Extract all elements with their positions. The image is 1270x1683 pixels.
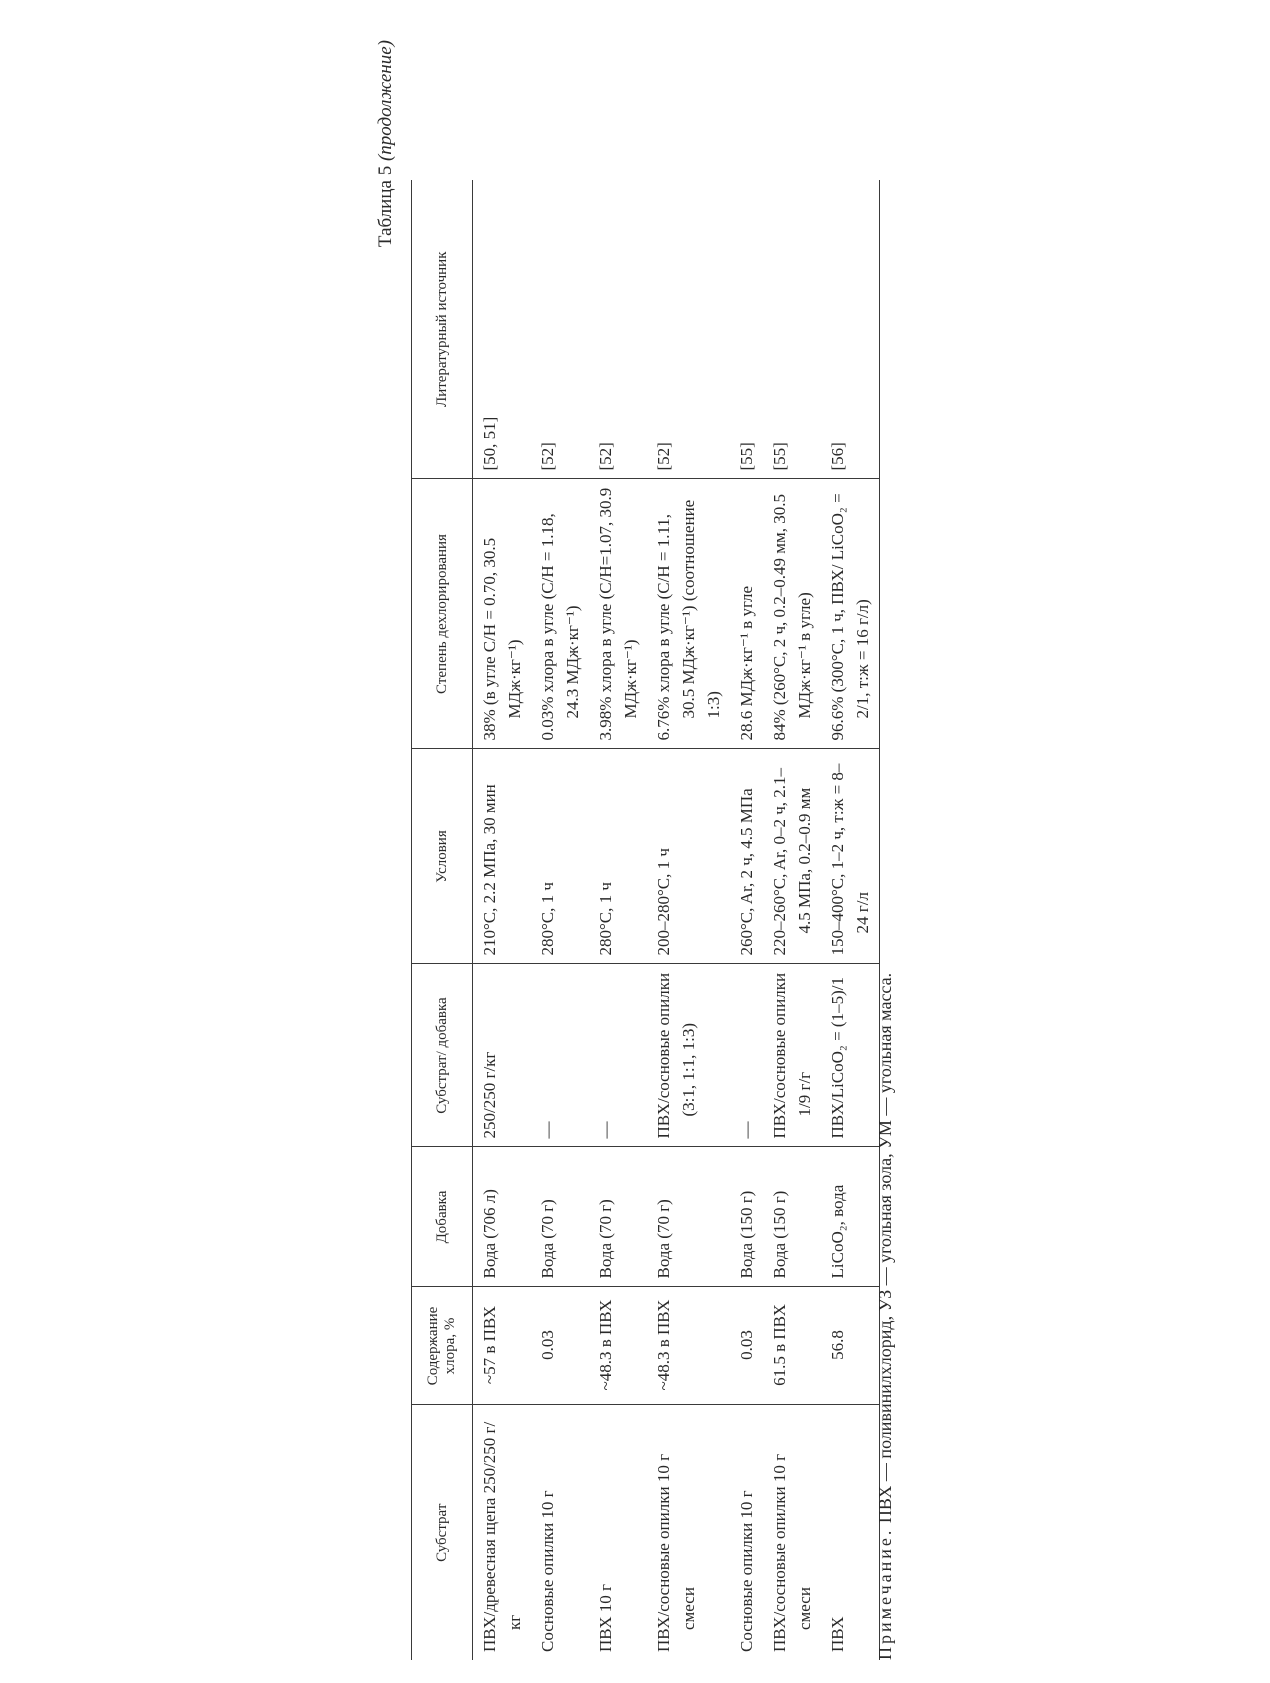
cell-degree: 28.6 МДж·кг⁻¹ в угле — [730, 479, 763, 749]
cell-chlorine: ~48.3 в ПВХ — [589, 1287, 647, 1405]
cell-reference: [52] — [589, 180, 647, 479]
caption-title: Таблица 5 — [375, 165, 396, 248]
cell-ratio: 250/250 г/кг — [473, 964, 532, 1147]
cell-degree: 96.6% (300°C, 1 ч, ПВХ/ LiCoO₂ = 2/1, т:ж = 16 г/л) — [821, 479, 880, 749]
table-note — [875, 973, 896, 1660]
cell-degree: 0.03% хлора в угле (C/H = 1.18, 24.3 МДж·кг⁻¹) — [531, 479, 589, 749]
table-row — [531, 180, 589, 1660]
cell-degree: 84% (260°C, 2 ч, 0.2–0.49 мм, 30.5 МДж·кг⁻¹ в угле) — [763, 479, 821, 749]
cell-conditions: 210°C, 2.2 МПа, 30 мин — [473, 749, 532, 964]
cell-ratio: ПВХ/сосновые опилки (3:1, 1:1, 1:3) — [647, 964, 730, 1147]
cell-reference: [55] — [730, 180, 763, 479]
header-reference: Литературный источник — [412, 180, 473, 479]
cell-chlorine: ~57 в ПВХ — [473, 1287, 532, 1405]
cell-reference: [52] — [531, 180, 589, 479]
cell-substrate: ПВХ/сосновые опилки 10 г смеси — [770, 1453, 814, 1652]
cell-chlorine: 0.03 — [531, 1287, 589, 1405]
cell-ratio: — — [531, 964, 589, 1147]
cell-substrate: ПВХ — [828, 1616, 847, 1652]
cell-conditions: 150–400°C, 1–2 ч, т:ж = 8–24 г/л — [821, 749, 880, 964]
table-row — [730, 180, 763, 1660]
rotated-page — [375, 40, 895, 1660]
cell-conditions: 220–260°C, Ar, 0–2 ч, 2.1–4.5 МПа, 0.2–0.9 мм — [763, 749, 821, 964]
cell-reference: [52] — [647, 180, 730, 479]
table-row — [473, 180, 532, 1660]
table-row — [821, 180, 880, 1660]
table-row — [589, 180, 647, 1660]
header-degree: Степень дехлорирования — [412, 479, 473, 749]
cell-conditions: 260°C, Ar, 2 ч, 4.5 МПа — [730, 749, 763, 964]
table-header-row — [412, 180, 473, 1660]
note-lead: Примечание. — [875, 1527, 895, 1660]
cell-chlorine: 61.5 в ПВХ — [763, 1287, 821, 1405]
cell-additive: Вода (70 г) — [647, 1147, 730, 1287]
cell-additive: Вода (706 л) — [473, 1147, 532, 1287]
table-row — [647, 180, 730, 1660]
cell-conditions: 280°C, 1 ч — [531, 749, 589, 964]
cell-conditions: 200–280°C, 1 ч — [647, 749, 730, 964]
cell-chlorine: 0.03 — [730, 1287, 763, 1405]
cell-conditions: 280°C, 1 ч — [589, 749, 647, 964]
caption-continued: (продолжение) — [375, 40, 396, 162]
dechlorination-table — [411, 180, 880, 1660]
cell-reference: [56] — [821, 180, 880, 479]
cell-additive: Вода (150 г) — [730, 1147, 763, 1287]
cell-degree: 38% (в угле C/H = 0.70, 30.5 МДж·кг⁻¹) — [473, 479, 532, 749]
cell-reference: [55] — [763, 180, 821, 479]
cell-additive: LiCoO₂, вода — [821, 1147, 880, 1287]
cell-substrate: ПВХ/сосновые опилки 10 г смеси — [654, 1453, 698, 1652]
cell-additive: Вода (70 г) — [589, 1147, 647, 1287]
header-substrate: Субстрат — [433, 1503, 450, 1562]
cell-ratio: — — [589, 964, 647, 1147]
note-text: ПВХ — поливинилхлорид, УЗ — угольная зола, УМ — угольная масса. — [875, 972, 895, 1524]
header-additive: Добавка — [412, 1147, 473, 1287]
cell-substrate: Сосновые опилки 10 г — [737, 1490, 756, 1652]
header-chlorine: Содержание хлора, % — [412, 1287, 473, 1405]
cell-ratio: ПВХ/сосновые опилки 1/9 г/г — [763, 964, 821, 1147]
cell-additive: Вода (70 г) — [531, 1147, 589, 1287]
cell-degree: 6.76% хлора в угле (C/H = 1.11, 30.5 МДж·кг⁻¹) (соотношение 1:3) — [647, 479, 730, 749]
cell-substrate: Сосновые опилки 10 г — [538, 1490, 557, 1652]
cell-ratio: ПВХ/LiCoO₂ = (1–5)/1 — [821, 964, 880, 1147]
cell-additive: Вода (150 г) — [763, 1147, 821, 1287]
cell-reference: [50, 51] — [473, 180, 532, 479]
cell-chlorine: 56.8 — [821, 1287, 880, 1405]
cell-chlorine: ~48.3 в ПВХ — [647, 1287, 730, 1405]
cell-substrate: ПВХ 10 г — [596, 1584, 615, 1652]
header-conditions: Условия — [412, 749, 473, 964]
cell-substrate: ПВХ/древесная щепа 250/250 г/кг — [480, 1421, 524, 1652]
cell-ratio: — — [730, 964, 763, 1147]
cell-degree: 3.98% хлора в угле (C/H=1.07, 30.9 МДж·кг⁻¹) — [589, 479, 647, 749]
table-caption — [375, 40, 397, 247]
table-row — [763, 180, 821, 1660]
header-ratio: Субстрат/ добавка — [412, 964, 473, 1147]
